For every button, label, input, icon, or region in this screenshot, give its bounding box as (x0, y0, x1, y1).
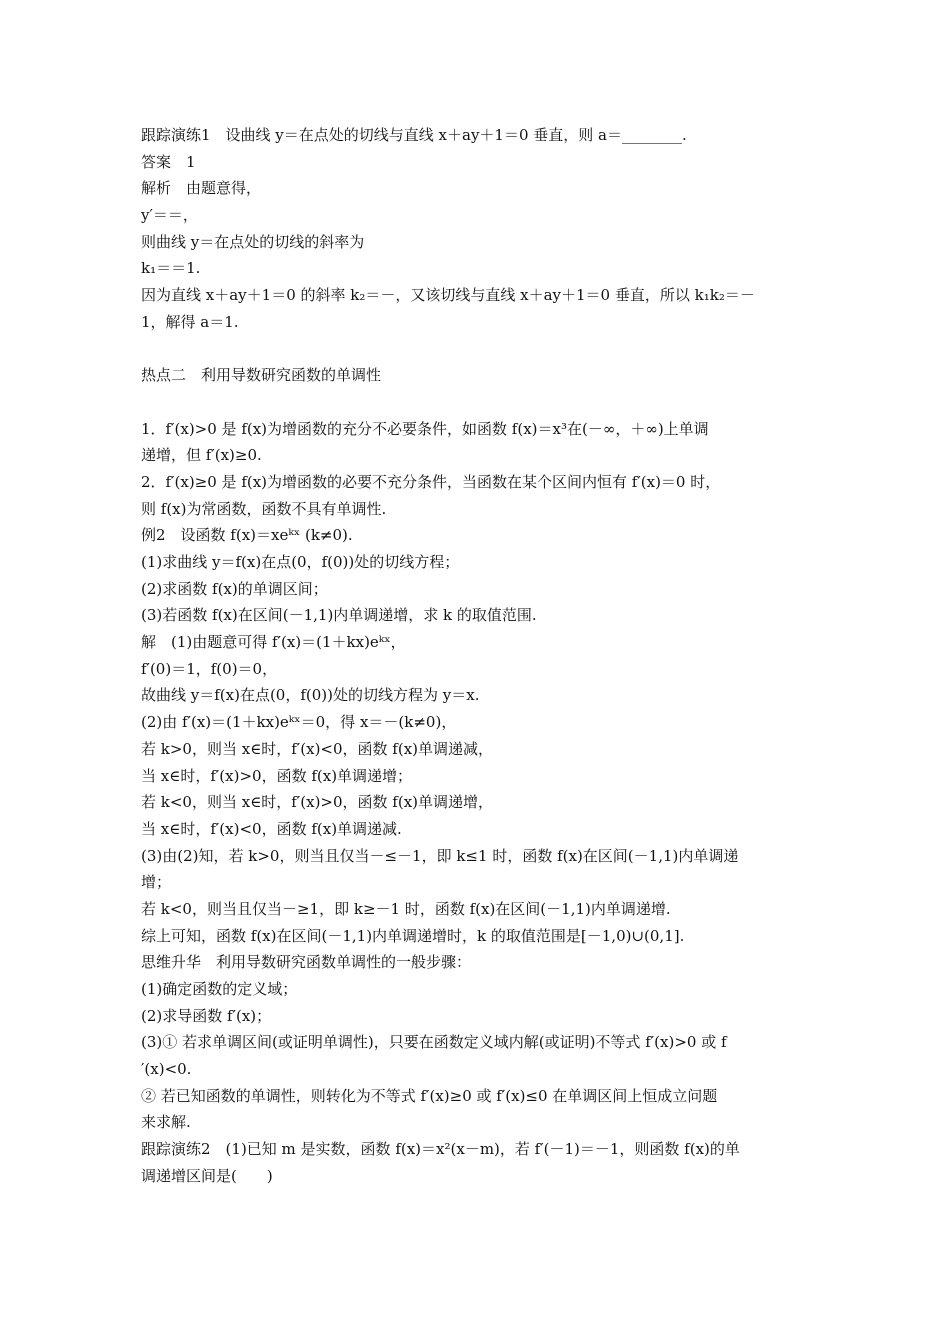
text-line: 故曲线 y＝f(x)在点(0，f(0))处的切线方程为 y＝x. (141, 686, 480, 705)
text-line: 1．f′(x)>0 是 f(x)为增函数的充分不必要条件，如函数 f(x)＝x³在(－∞，＋∞)上单调 (141, 419, 709, 438)
text-line: 当 x∈时，f′(x)>0，函数 f(x)单调递增； (141, 766, 413, 785)
text-line: 递增，但 f′(x)≥0. (141, 446, 262, 465)
text-line: (2)求导函数 f′(x)； (141, 1006, 272, 1025)
text-line: 解析 由题意得， (141, 179, 262, 198)
document-page (141, 122, 821, 1190)
text-line: (1)求曲线 y＝f(x)在点(0，f(0))处的切线方程； (141, 553, 460, 571)
text-line: 答案 1 (141, 152, 196, 171)
text-line: y′＝＝， (141, 206, 198, 225)
text-line: (2)求函数 f(x)的单调区间； (141, 579, 328, 598)
text-line: 跟踪演练1 设曲线 y＝在点处的切线与直线 x＋ay＋1＝0 垂直，则 a＝________. (141, 126, 687, 144)
text-line: 若 k<0，则当且仅当－≥1，即 k≥－1 时，函数 f(x)在区间(－1,1)内单调递增. (141, 899, 671, 918)
text-line: 因为直线 x＋ay＋1＝0 的斜率 k₂＝－，又该切线与直线 x＋ay＋1＝0 垂直，所以 k₁k₂＝－ (141, 286, 755, 305)
text-line: 综上可知，函数 f(x)在区间(－1,1)内单调递增时，k 的取值范围是[－1,0)∪(0,1]. (141, 926, 685, 945)
text-line: 1，解得 a＝1. (141, 312, 239, 331)
section-title: 热点二 利用导数研究函数的单调性 (141, 366, 382, 385)
text-line: 调递增区间是( ) (141, 1166, 273, 1185)
text-line: (3)若函数 f(x)在区间(－1,1)内单调递增，求 k 的取值范围. (141, 606, 537, 625)
text-line: k₁＝＝1. (141, 259, 201, 278)
text-line: 解 (1)由题意可得 f′(x)＝(1＋kx)eᵏˣ， (141, 633, 406, 652)
text-line: 例2 设函数 f(x)＝xeᵏˣ (k≠0). (141, 526, 353, 545)
text-line: ② 若已知函数的单调性，则转化为不等式 f′(x)≥0 或 f′(x)≤0 在单调区间上恒成立问题 (141, 1086, 718, 1105)
text-line: 思维升华 利用导数研究函数单调性的一般步骤： (141, 953, 472, 972)
text-line: 则曲线 y＝在点处的切线的斜率为 (141, 232, 365, 251)
text-line: 跟踪演练2 (1)已知 m 是实数，函数 f(x)＝x²(x－m)，若 f′(－1)＝－1，则函数 f(x)的单 (141, 1140, 740, 1159)
text-line: 当 x∈时，f′(x)<0，函数 f(x)单调递减. (141, 819, 402, 838)
text-line: 2．f′(x)≥0 是 f(x)为增函数的必要不充分条件，当函数在某个区间内恒有 f′(x)＝0 时， (141, 472, 721, 491)
text-line: f′(0)＝1，f(0)＝0， (141, 659, 278, 678)
spacer (141, 336, 821, 363)
text-line: 则 f(x)为常函数，函数不具有单调性. (141, 499, 387, 518)
text-line: (2)由 f′(x)＝(1＋kx)eᵏˣ＝0，得 x＝－(k≠0)， (141, 713, 457, 732)
text-line: 若 k<0，则当 x∈时，f′(x)>0，函数 f(x)单调递增， (141, 793, 494, 812)
text-line: 来求解. (141, 1113, 191, 1132)
text-line: (3)由(2)知，若 k>0，则当且仅当－≤－1，即 k≤1 时，函数 f(x)在区间(－1,1)内单调递 (141, 846, 739, 865)
text-line: (1)确定函数的定义域； (141, 980, 298, 998)
text-line: 增； (141, 873, 172, 892)
text-line: (3)① 若求单调区间(或证明单调性)，只要在函数定义域内解(或证明)不等式 f′(x)>0 或 f (141, 1033, 727, 1052)
text-line: 若 k>0，则当 x∈时，f′(x)<0，函数 f(x)单调递减， (141, 739, 494, 758)
text-line: ′(x)<0. (141, 1060, 192, 1079)
spacer (141, 389, 821, 416)
